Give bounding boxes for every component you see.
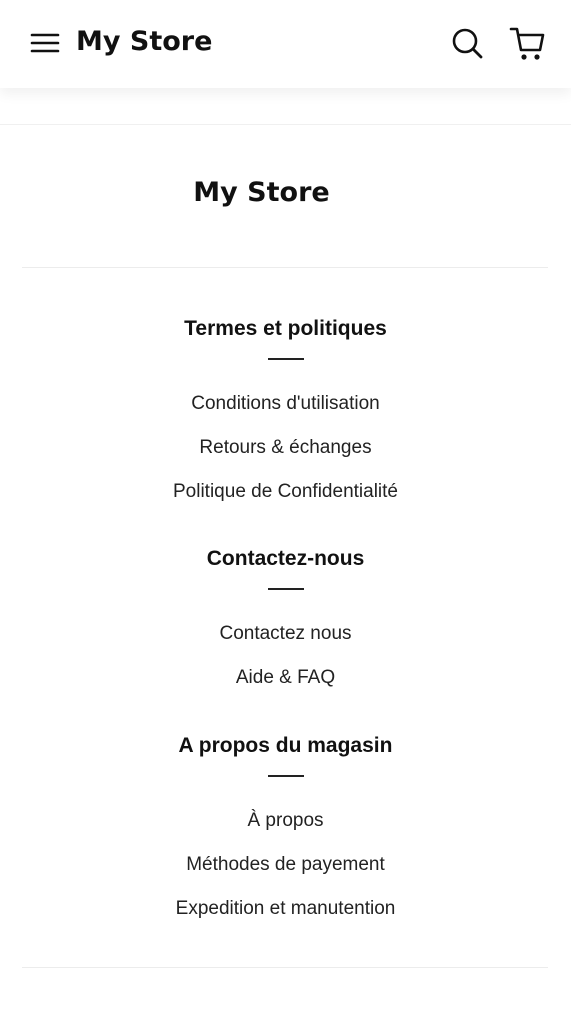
search-icon[interactable] (448, 24, 486, 62)
link-list (0, 382, 571, 514)
list-item (0, 656, 571, 700)
returns-exchanges-link[interactable]: Retours & échanges (199, 437, 372, 458)
section-heading: A propos du magasin (178, 734, 393, 757)
footer-brand-name: My Store (193, 177, 330, 208)
about-store-section (0, 731, 571, 931)
terms-of-use-link[interactable]: Conditions d'utilisation (191, 393, 380, 414)
list-item (0, 843, 571, 887)
heading-underline (268, 588, 304, 590)
list-item (0, 799, 571, 843)
list-item (0, 887, 571, 931)
about-link[interactable]: À propos (247, 810, 324, 831)
header-separator (0, 124, 571, 125)
link-list (0, 799, 571, 931)
footer-divider (22, 967, 548, 968)
hamburger-menu-icon[interactable] (28, 27, 62, 57)
shipping-handling-link[interactable]: Expedition et manutention (175, 898, 396, 919)
footer-divider (22, 267, 548, 268)
list-item (0, 426, 571, 470)
list-item (0, 382, 571, 426)
site-header (0, 0, 571, 88)
section-heading: Termes et politiques (184, 317, 387, 340)
store-title[interactable]: My Store (76, 26, 213, 57)
heading-underline (268, 775, 304, 777)
privacy-policy-link[interactable]: Politique de Confidentialité (173, 481, 398, 502)
list-item (0, 612, 571, 656)
terms-and-policies-section (0, 314, 571, 514)
help-faq-link[interactable]: Aide & FAQ (235, 667, 336, 688)
contact-us-link[interactable]: Contactez nous (219, 623, 352, 644)
shopping-cart-icon[interactable] (506, 22, 548, 64)
payment-methods-link[interactable]: Méthodes de payement (186, 854, 385, 875)
heading-underline (268, 358, 304, 360)
list-item (0, 470, 571, 514)
contact-section (0, 544, 571, 700)
section-heading: Contactez-nous (206, 547, 365, 570)
link-list (0, 612, 571, 700)
